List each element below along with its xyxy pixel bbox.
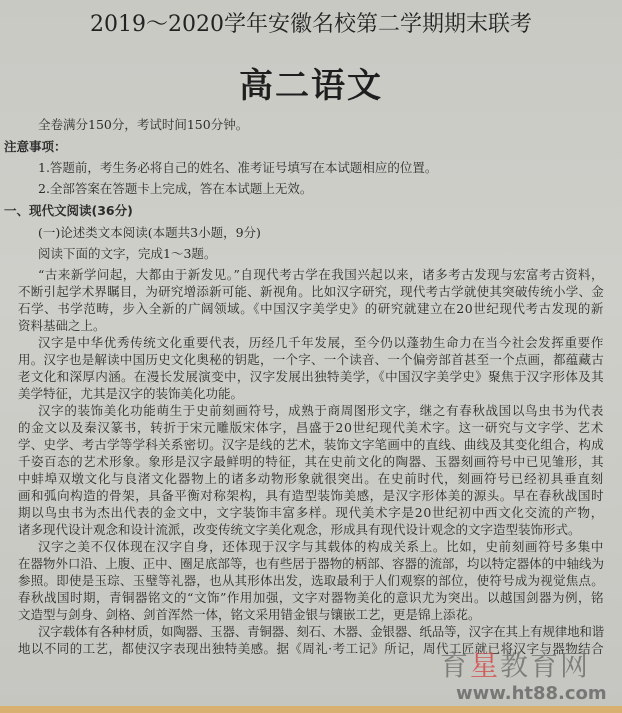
- passage-line: 文造型与剑身、剑格、剑首浑然一体，铭文采用错金银与镶嵌工艺，更是锦上添花。: [18, 607, 481, 622]
- passage-line: 地以不同的工艺，都使汉字表现出独特美感。据《周礼·考工记》所记，周代工匠就已将汉字与器物结合: [18, 641, 604, 656]
- subsection-title: (一)论述类文本阅读(本题共3小题，9分): [38, 225, 261, 240]
- passage-line: 美学特征，尤其是汉字的装饰美化功能。: [18, 386, 244, 401]
- notice-title: 注意事项：: [4, 139, 67, 154]
- subject-title: 高二语文: [239, 66, 383, 106]
- notice-item: 1.答题前，考生务必将自己的姓名、准考证号填写在本试题相应的位置。: [38, 160, 438, 175]
- watermark-logo: 育星教育网: [440, 649, 591, 682]
- passage-line: 汉字载体有各种材质，如陶器、玉器、青铜器、刻石、木器、金银器、纸品等，汉字在其上有规律地和谐: [38, 624, 604, 639]
- passage-line: 画和弧向构造的骨架，具备平衡对称架构，具有造型装饰美感，是汉字形体美的源头。早在春秋战国时: [18, 488, 604, 503]
- passage-line: 期以鸟虫书为杰出代表的金文中，文字装饰丰富多样。现代美术字是20世纪初中西文化交流的产物，: [18, 505, 604, 520]
- exam-intro: 全卷满分150分，考试时间150分钟。: [38, 117, 249, 132]
- photo-edge: [0, 706, 622, 713]
- watermark-url: www.ht88.com: [456, 683, 607, 704]
- passage-line: 春秋战国时期，青铜器铭文的“文饰”作用加强，文字对器物美化的意识尤为突出。以越国剑器为例，铭: [18, 590, 604, 605]
- passage-line: 千姿百态的艺术形象。象形是汉字最鲜明的特征，其在史前文化的陶器、玉器刻画符号中已见雏形，其: [18, 454, 604, 469]
- passage-line: 石学、书学范畴，步入全新的广阔领域。《中国汉字美学史》的研究就建立在20世纪现代考古发现的新: [18, 301, 604, 316]
- passage-line: 不断引起学术界瞩目，为研究增添新可能、新视角。比如汉字研究，现代考古学就使其突破传统小学、金: [18, 284, 604, 299]
- passage-line: 的金文以及秦汉篆书，转折于宋元雕版宋体字，昌盛于20世纪现代美术字。这一研究与文字学、艺术: [18, 420, 604, 435]
- instruction: 阅读下面的文字，完成1～3题。: [38, 246, 217, 261]
- passage-line: 在器物外口沿、上腹、正中、圈足底部等，也有些居于器物的柄部、容器的流部，均以特定器体的中轴线为: [18, 556, 604, 571]
- section-title: 一、现代文阅读(36分): [4, 203, 133, 218]
- passage-line: 老文化和深厚内涵。在漫长发展演变中，汉字发展出独特美学，《中国汉字美学史》聚焦于汉字形体及其: [18, 369, 604, 384]
- passage-line: 用。汉字也是解读中国历史文化奥秘的钥匙，一个字、一个读音、一个偏旁部首甚至一个点画，都蕴藏古: [18, 352, 604, 367]
- passage-line: 中蚌埠双墩文化与良渚文化器物上的诸多动物形象就很突出。在史前时代，刻画符号已经初具垂直刻: [18, 471, 604, 486]
- exam-title: 2019～2020学年安徽名校第二学期期末联考: [90, 12, 532, 37]
- passage-line: 汉字之美不仅体现在汉字自身，还体现于汉字与其载体的构成关系上。比如，史前刻画符号多集中: [38, 539, 604, 554]
- passage-line: 汉字是中华优秀传统文化重要代表，历经几千年发展，至今仍以蓬勃生命力在当今社会发挥重要作: [38, 335, 604, 350]
- passage-line: 参照。即使是玉琮、玉璧等礼器，也从其形体出发，选取最利于人们观察的部位，使符号成为视觉焦点。: [18, 573, 604, 588]
- passage-line: 学、史学、考古学等学科关系密切。汉字是线的艺术，装饰文字笔画中的直线、曲线及其变化组合，构成: [18, 437, 604, 452]
- passage-line: 汉字的装饰美化功能萌生于史前刻画符号，成熟于商周图形文字，继之有春秋战国以鸟虫书为代表: [38, 403, 604, 418]
- notice-item: 2.全部答案在答题卡上完成，答在本试题上无效。: [38, 181, 313, 196]
- passage-line: 诸多现代设计观念和设计流派，改变传统文字美化观念，形成具有现代设计观念的文字造型装饰形式。: [18, 522, 581, 537]
- passage-line: 资料基础之上。: [18, 318, 106, 333]
- passage-line: “古来新学问起，大都由于新发见。”自现代考古学在我国兴起以来，诸多考古发现与宏富考古资料，: [38, 267, 604, 282]
